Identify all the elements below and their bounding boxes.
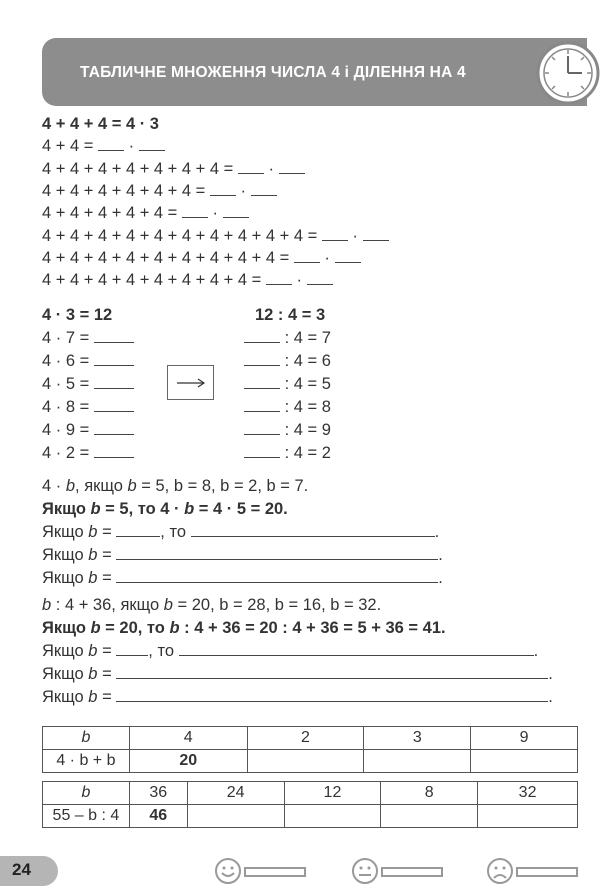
answer-blank[interactable]: [94, 398, 134, 412]
sum-line: [42, 181, 277, 201]
equals-sign: =: [97, 642, 117, 660]
division-expression: : 4 = 8: [280, 398, 331, 416]
answer-blank[interactable]: [210, 182, 236, 196]
table-row: [43, 750, 578, 773]
equals-sign: =: [97, 546, 117, 564]
variable-b: b: [88, 523, 98, 541]
variable-b: b: [169, 619, 180, 637]
then-label: , то: [148, 642, 179, 660]
answer-blank[interactable]: [94, 444, 134, 458]
table-cell: 4: [129, 727, 247, 750]
division-line: [244, 351, 331, 371]
variable-b: b: [127, 477, 137, 495]
division-expression: : 4 = 7: [280, 329, 331, 347]
happy-face-icon[interactable]: [213, 856, 313, 886]
task-expression: [42, 476, 308, 496]
if-label: Якщо: [42, 546, 89, 564]
answer-blank[interactable]: [244, 329, 280, 343]
answer-blank[interactable]: [266, 271, 292, 285]
division-expression: : 4 = 9: [280, 421, 331, 439]
equals-sign: =: [97, 523, 117, 541]
table-cell: 8: [381, 782, 478, 805]
answer-line: [42, 522, 439, 542]
values-table-1: [42, 726, 578, 773]
if-label: Якщо: [42, 665, 89, 683]
answer-blank[interactable]: [294, 249, 320, 263]
table-answer-cell[interactable]: [284, 805, 381, 828]
example-text: = 4 · 5 = 20.: [194, 500, 288, 518]
table-cell: 3: [364, 727, 471, 750]
task-expression: [42, 595, 381, 615]
answer-blank[interactable]: [244, 444, 280, 458]
sum-expression: 4 + 4 + 4 + 4 + 4 + 4 =: [42, 182, 210, 200]
answer-blank[interactable]: [94, 421, 134, 435]
table-answer-cell[interactable]: [247, 750, 364, 773]
sad-face-icon[interactable]: [485, 856, 585, 886]
table-cell: 20: [129, 750, 247, 773]
multiplication-expression: 4 · 5 =: [42, 375, 94, 393]
multiplication-line: [42, 397, 134, 417]
dot-sign: ·: [212, 204, 218, 222]
sum-line: [42, 159, 305, 179]
page-number-badge: [0, 856, 58, 886]
arrow-right-icon: [168, 366, 213, 399]
sum-line: [42, 136, 165, 156]
multiplication-expression: 4 · 8 =: [42, 398, 94, 416]
arrow-box: [167, 365, 214, 400]
answer-blank[interactable]: [94, 375, 134, 389]
answer-blank[interactable]: [251, 182, 277, 196]
multiplication-expression: 4 · 2 =: [42, 444, 94, 462]
answer-line: [42, 641, 538, 661]
period: .: [548, 665, 553, 683]
answer-blank[interactable]: [335, 249, 361, 263]
sum-line: [42, 270, 333, 290]
answer-blank[interactable]: [116, 665, 548, 679]
table-header-cell: 4 · b + b: [43, 750, 130, 773]
variable-b: b: [88, 642, 98, 660]
period: .: [438, 569, 443, 587]
table-row: [43, 782, 578, 805]
variable-b: b: [163, 596, 173, 614]
period: .: [438, 546, 443, 564]
division-line: [244, 397, 331, 417]
division-expression: : 4 = 5: [280, 375, 331, 393]
answer-blank[interactable]: [279, 160, 305, 174]
sum-expression: 4 + 4 + 4 + 4 + 4 + 4 + 4 + 4 + 4 =: [42, 249, 294, 267]
answer-blank[interactable]: [363, 227, 389, 241]
then-label: , то: [160, 523, 191, 541]
example-text: : 4 + 36 = 20 : 4 + 36 = 5 + 36 = 41.: [179, 619, 446, 637]
answer-blank[interactable]: [223, 204, 249, 218]
table-header-cell: 55 – b : 4: [43, 805, 130, 828]
variable-b: b: [88, 569, 98, 587]
clock-icon: [532, 38, 600, 108]
table-header-cell: b: [43, 727, 130, 750]
answer-blank[interactable]: [238, 160, 264, 174]
sum-line: [42, 248, 361, 268]
dot-sign: ·: [268, 160, 274, 178]
sum-line: [42, 203, 249, 223]
dot-sign: ·: [324, 249, 330, 267]
worked-example: [42, 618, 446, 638]
multiplication-expression: 4 · 9 =: [42, 421, 94, 439]
table-answer-cell[interactable]: [478, 805, 578, 828]
if-label: Якщо: [42, 688, 89, 706]
answer-blank[interactable]: [191, 523, 435, 537]
table-answer-cell[interactable]: [381, 805, 478, 828]
period: .: [548, 688, 553, 706]
task-text: : 4 + 36, якщо: [51, 596, 164, 614]
answer-line: [42, 664, 553, 684]
variable-b: b: [88, 546, 98, 564]
answer-line: [42, 687, 553, 707]
page-number: 24: [12, 860, 31, 879]
table-answer-cell[interactable]: [187, 805, 284, 828]
table-answer-cell[interactable]: [364, 750, 471, 773]
variable-b: b: [88, 665, 98, 683]
variable-b: b: [90, 619, 101, 637]
period: .: [533, 642, 539, 660]
equals-sign: =: [97, 569, 117, 587]
worked-example: [42, 499, 288, 519]
division-line: [244, 443, 331, 463]
table-cell: 12: [284, 782, 381, 805]
answer-blank[interactable]: [244, 352, 280, 366]
multiplication-line: [42, 328, 134, 348]
multiplication-line: [42, 420, 134, 440]
if-label: Якщо: [42, 523, 89, 541]
if-label: Якщо: [42, 569, 89, 587]
answer-blank[interactable]: [116, 546, 438, 560]
dot-sign: ·: [128, 137, 135, 155]
answer-blank[interactable]: [179, 642, 534, 656]
answer-blank[interactable]: [139, 137, 165, 151]
multiplication-line: [42, 351, 134, 371]
answer-blank[interactable]: [94, 352, 134, 366]
variable-b: b: [88, 688, 98, 706]
answer-blank[interactable]: [182, 204, 208, 218]
division-line: [244, 328, 331, 348]
answer-blank[interactable]: [244, 398, 280, 412]
table-cell: 24: [187, 782, 284, 805]
example-text: Якщо: [42, 619, 91, 637]
division-example: 12 : 4 = 3: [255, 306, 326, 324]
table-cell: 2: [247, 727, 364, 750]
answer-line: [42, 545, 443, 565]
table-cell: 9: [471, 727, 578, 750]
variable-b: b: [42, 596, 52, 614]
division-line: [244, 420, 331, 440]
answer-blank[interactable]: [98, 137, 124, 151]
answer-blank[interactable]: [116, 569, 438, 583]
variable-b: b: [90, 500, 101, 518]
table-answer-cell[interactable]: [471, 750, 578, 773]
table-cell: 36: [129, 782, 187, 805]
values-table-2: [42, 781, 578, 828]
sum-expression: 4 + 4 + 4 + 4 + 4 + 4 + 4 =: [42, 160, 238, 178]
example-text: Якщо: [42, 500, 91, 518]
answer-blank[interactable]: [94, 329, 134, 343]
sum-expression: 4 + 4 + 4 + 4 + 4 + 4 + 4 + 4 + 4 + 4 =: [42, 227, 322, 245]
equals-sign: =: [97, 688, 117, 706]
page-title: ТАБЛИЧНЕ МНОЖЕННЯ ЧИСЛА 4 і ДІЛЕННЯ НА 4: [80, 64, 466, 81]
answer-line: [42, 568, 443, 588]
sum-line: [42, 226, 389, 246]
variable-b: b: [184, 500, 195, 518]
multiplication-line: [42, 374, 134, 394]
sum-example: 4 + 4 + 4 = 4 · 3: [42, 115, 159, 133]
multiplication-expression: 4 · 6 =: [42, 352, 94, 370]
sum-expression: 4 + 4 + 4 + 4 + 4 + 4 + 4 + 4 =: [42, 271, 266, 289]
table-cell: 32: [478, 782, 578, 805]
task-text: 4 ·: [42, 477, 66, 495]
answer-blank[interactable]: [244, 421, 280, 435]
multiplication-example: 4 · 3 = 12: [42, 306, 113, 324]
table-header-cell: b: [43, 782, 130, 805]
table-cell: 46: [129, 805, 187, 828]
period: .: [434, 523, 440, 541]
equals-sign: =: [97, 665, 117, 683]
dot-sign: ·: [240, 182, 246, 200]
table-row: [43, 805, 578, 828]
task-values: = 20, b = 28, b = 16, b = 32.: [172, 596, 382, 614]
variable-b: b: [65, 477, 76, 495]
example-text: = 5, то 4 ·: [100, 500, 185, 518]
multiplication-expression: 4 · 7 =: [42, 329, 94, 347]
division-expression: : 4 = 6: [280, 352, 331, 370]
division-expression: : 4 = 2: [280, 444, 331, 462]
task-text: , якщо: [75, 477, 128, 495]
table-row: [43, 727, 578, 750]
task-values: = 5, b = 8, b = 2, b = 7.: [136, 477, 309, 495]
multiplication-line: [42, 443, 134, 463]
if-label: Якщо: [42, 642, 89, 660]
sum-expression: 4 + 4 + 4 + 4 + 4 =: [42, 204, 182, 222]
neutral-face-icon[interactable]: [350, 856, 450, 886]
division-line: [244, 374, 331, 394]
dot-sign: ·: [296, 271, 302, 289]
answer-blank[interactable]: [244, 375, 280, 389]
answer-blank[interactable]: [307, 271, 333, 285]
sum-expression: 4 + 4 =: [42, 137, 98, 155]
answer-blank[interactable]: [116, 688, 548, 702]
topic-header: [42, 38, 587, 106]
answer-blank[interactable]: [116, 523, 160, 537]
example-text: = 20, то: [100, 619, 170, 637]
answer-blank[interactable]: [116, 642, 148, 656]
answer-blank[interactable]: [322, 227, 348, 241]
dot-sign: ·: [352, 227, 358, 245]
